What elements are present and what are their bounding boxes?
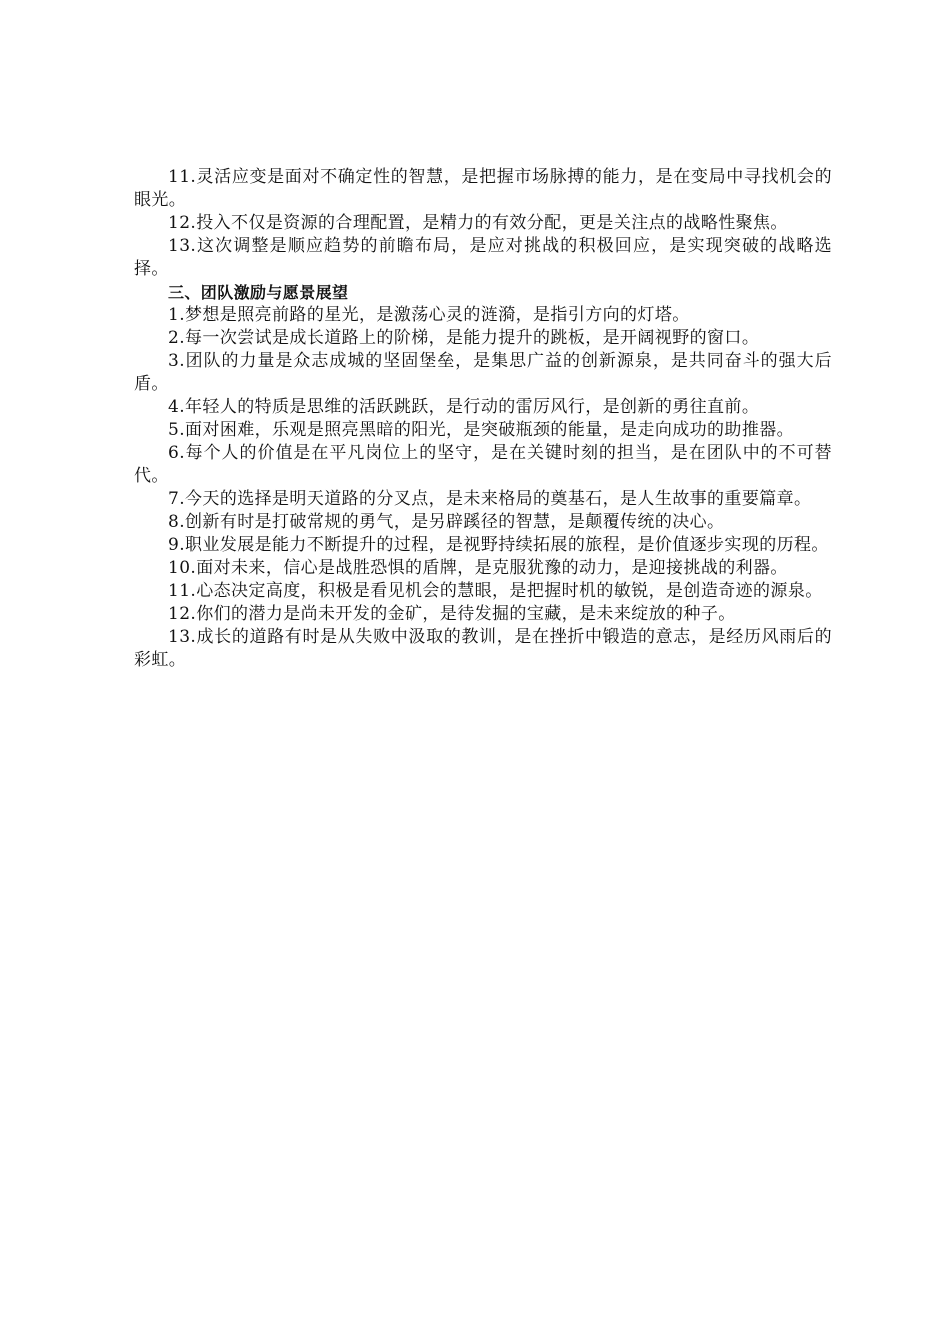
paragraph-item: 5.面对困难，乐观是照亮黑暗的阳光，是突破瓶颈的能量，是走向成功的助推器。 [168, 420, 795, 440]
paragraph-item: 9.职业发展是能力不断提升的过程，是视野持续拓展的旅程，是价值逐步实现的历程。 [168, 535, 829, 555]
paragraph-item: 1.梦想是照亮前路的星光，是激荡心灵的涟漪，是指引方向的灯塔。 [168, 305, 690, 325]
paragraph-item: 2.每一次尝试是成长道路上的阶梯，是能力提升的跳板，是开阔视野的窗口。 [168, 328, 760, 348]
paragraph-item: 12.投入不仅是资源的合理配置，是精力的有效分配，更是关注点的战略性聚焦。 [168, 213, 788, 233]
section-heading: 三、团队激励与愿景展望 [168, 283, 349, 302]
paragraph-item: 3.团队的力量是众志成城的坚固堡垒，是集思广益的创新源泉，是共同奋斗的强大后盾。 [134, 351, 832, 394]
paragraph-item: 8.创新有时是打破常规的勇气，是另辟蹊径的智慧，是颠覆传统的决心。 [168, 512, 725, 532]
paragraph-item: 7.今天的选择是明天道路的分叉点，是未来格局的奠基石，是人生故事的重要篇章。 [168, 489, 812, 509]
paragraph-item: 12.你们的潜力是尚未开发的金矿，是待发掘的宝藏，是未来绽放的种子。 [168, 604, 736, 624]
paragraph-item: 13.这次调整是顺应趋势的前瞻布局，是应对挑战的积极回应，是实现突破的战略选择。 [134, 236, 832, 279]
paragraph-item: 4.年轻人的特质是思维的活跃跳跃，是行动的雷厉风行，是创新的勇往直前。 [168, 397, 760, 417]
document-page [134, 166, 832, 672]
paragraph-item: 10.面对未来，信心是战胜恐惧的盾牌，是克服犹豫的动力，是迎接挑战的利器。 [168, 558, 788, 578]
paragraph-item: 6.每个人的价值是在平凡岗位上的坚守，是在关键时刻的担当，是在团队中的不可替代。 [134, 443, 832, 486]
paragraph-item: 11.灵活应变是面对不确定性的智慧，是把握市场脉搏的能力，是在变局中寻找机会的眼光。 [134, 167, 832, 210]
paragraph-item: 13.成长的道路有时是从失败中汲取的教训，是在挫折中锻造的意志，是经历风雨后的彩虹。 [134, 627, 832, 670]
paragraph-item: 11.心态决定高度，积极是看见机会的慧眼，是把握时机的敏锐，是创造奇迹的源泉。 [168, 581, 823, 601]
